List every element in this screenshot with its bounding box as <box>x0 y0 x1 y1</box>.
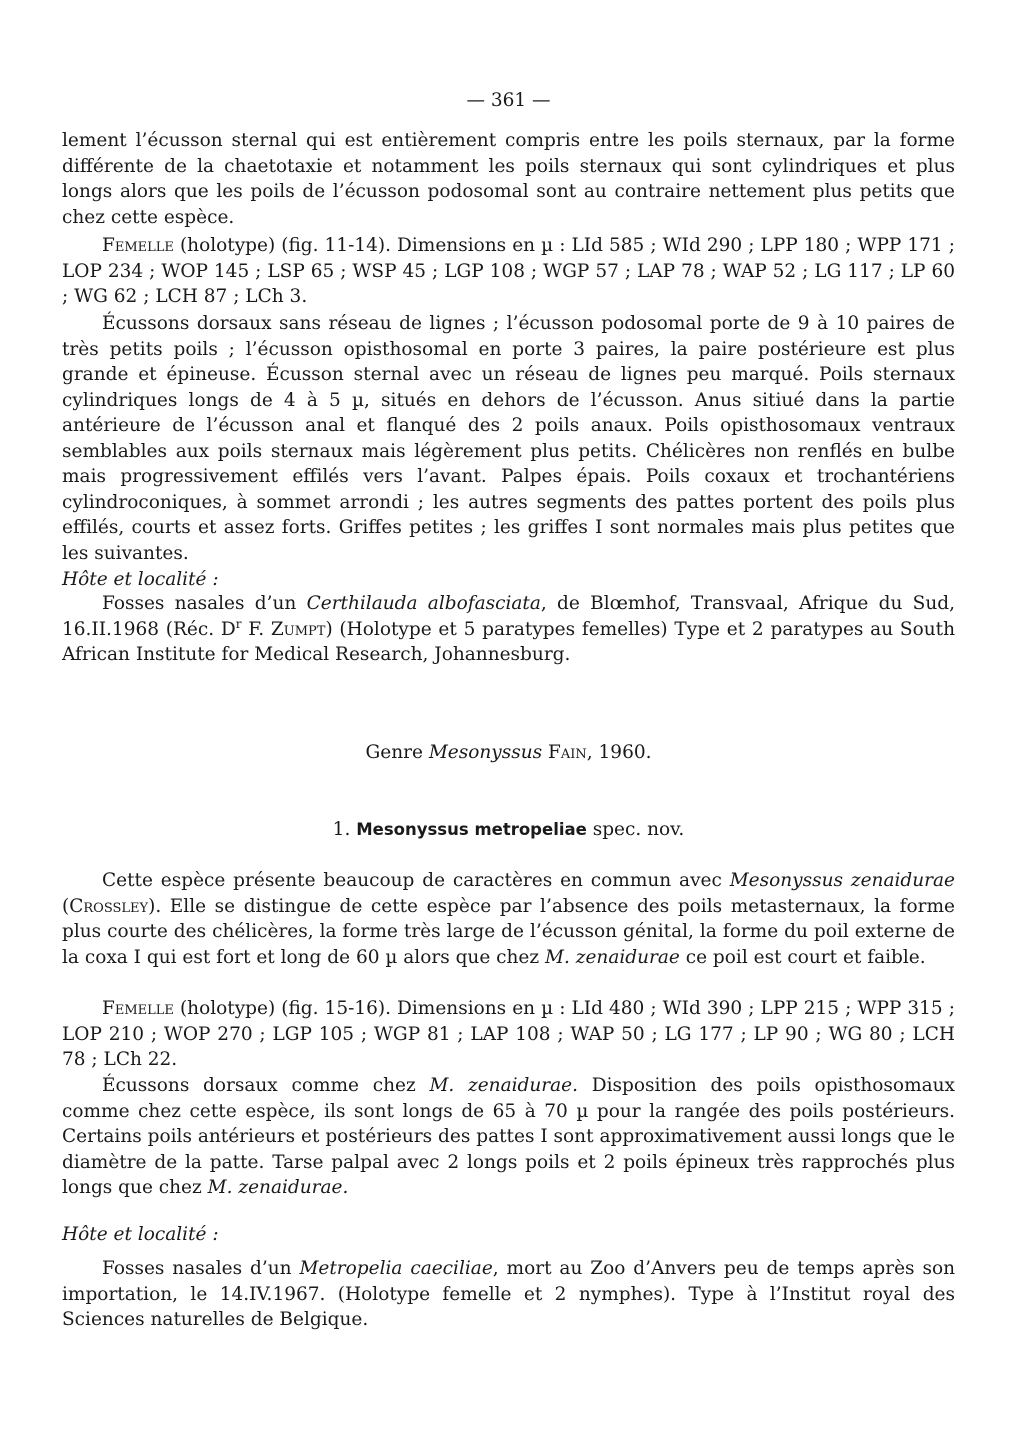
doctor-superscript: r <box>235 616 242 631</box>
host-species: Certhilauda albofasciata <box>306 593 541 614</box>
species-heading <box>62 817 955 843</box>
host-text: , mort au Zoo d’Anvers peu de temps après son importation, le 14.IV.1967. (Holotype femelle et 2 nymphes). Type à l’Institut royal des Sciences naturelles de Belgique. <box>62 1258 955 1330</box>
host-text: Fosses nasales d’un <box>102 593 307 614</box>
genus-heading <box>62 740 955 766</box>
description-species: M. zenaidurae. <box>429 1075 579 1096</box>
description-paragraph-1: Écussons dorsaux sans réseau de lignes ; l’écusson podosomal porte de 9 à 10 paires de très petits poils ; l’écusson opisthosomal en porte 3 paires, la paire postérieure est plus grande et épineuse. Écusson sternal avec un réseau de lignes peu marqué. Poils sternaux cylindriques longs de 4 à 5 µ, situés en dehors de l’écusson. Anus sitiué dans la partie antérieure de l’écusson anal et flanqué des 2 poils anaux. Poils opisthosomaux ventraux semblables aux poils sternaux mais légèrement plus petits. Chélicères non renflés en bulbe mais progressivement effilés vers l’avant. Palpes épais. Poils coxaux et trochantériens cylindroconiques, à sommet arrondi ; les autres segments des pattes portent des poils plus effilés, courts et assez forts. Griffes petites ; les griffes I sont normales mais plus petites que les suivantes. <box>62 313 955 564</box>
species-intro <box>62 868 955 970</box>
description-species-2: M. zenaidurae. <box>207 1177 349 1198</box>
intro-species: Mesonyssus zenaidurae <box>729 870 955 891</box>
species-name: Mesonyssus metropeliae <box>356 820 587 839</box>
dimensions-text: (holotype) (fig. 11-14). Dimensions en µ : LId 585 ; WId 290 ; LPP 180 ; WPP 171 ; LOP 234 ; WOP 145 ; LSP 65 ; WSP 45 ; LGP 108 ; WGP 57 ; LAP 78 ; WAP 52 ; LG 117 ; LP 60 ; WG 62 ; LCH 87 ; LCh 3. <box>62 235 955 307</box>
collector-name: Zumpt <box>270 618 326 640</box>
femelle-label: Femelle <box>102 235 174 256</box>
description-text: Écussons dorsaux comme chez <box>102 1075 430 1096</box>
genus-author: Fain <box>548 742 587 763</box>
intro-text: ( <box>62 895 70 917</box>
intro-text: ce poil est court et faible. <box>679 946 926 968</box>
host-text: , de Blœmhof, Transvaal, Afrique du Sud, 16.II.1968 (Réc. D <box>62 593 955 640</box>
intro-text: Cette espèce présente beaucoup de caractères en commun avec <box>102 870 730 891</box>
female-dimensions-2 <box>62 996 955 1073</box>
host-text: ) (Holotype et 5 paratypes femelles) Type et 2 paratypes au South African Institute for Medical Research, Johannesburg. <box>62 618 955 665</box>
page-number: — 361 — <box>466 90 551 111</box>
host-text: F. <box>241 618 271 640</box>
host-paragraph-2 <box>62 1256 955 1333</box>
paragraph-continuation: lement l’écusson sternal qui est entièrement compris entre les poils sternaux, par la forme différente de la chaetotaxie et notamment les poils sternaux qui sont cylindriques et plus longs alors que les poils de l’écusson podosomal sont au contraire nettement plus petits que chez cette espèce. <box>62 130 955 228</box>
description-paragraph-2 <box>62 1073 955 1201</box>
species-suffix: spec. nov. <box>586 819 685 840</box>
host-heading-2: Hôte et localité : <box>62 1224 219 1245</box>
dimensions-text: (holotype) (fig. 15-16). Dimensions en µ : LId 480 ; WId 390 ; LPP 215 ; WPP 315 ; LOP 210 ; WOP 270 ; LGP 105 ; WGP 81 ; LAP 108 ; WAP 50 ; LG 177 ; LP 90 ; WG 80 ; LCH 78 ; LCh 22. <box>62 998 955 1070</box>
genus-text: Genre <box>365 742 429 763</box>
host-species: Metropelia caeciliae <box>299 1258 493 1279</box>
host-heading-1: Hôte et localité : <box>62 569 219 590</box>
species-number: 1. <box>332 819 357 840</box>
host-text: Fosses nasales d’un <box>102 1258 300 1279</box>
host-paragraph-1 <box>62 591 955 668</box>
female-dimensions-1 <box>62 233 955 310</box>
intro-text: ). Elle se distingue de cette espèce par l’absence des poils metasternaux, la forme plus courte des chélicères, la forme très large de l’écusson génital, la forme du poil externe de la coxa I qui est fort et long de 60 µ alors que chez <box>62 895 955 968</box>
femelle-label: Femelle <box>102 998 174 1019</box>
genus-text: , 1960. <box>586 742 652 763</box>
intro-author: Crossley <box>69 895 149 917</box>
intro-species-2: M. zenaidurae <box>545 946 680 968</box>
genus-name: Mesonyssus <box>428 742 543 763</box>
description-text: Disposition des poils opisthosomaux comme chez cette espèce, ils sont longs de 65 à 70 µ pour la rangée des poils postérieurs. Certains poils antérieurs et postérieurs des pattes I sont approximativement aussi longs que le diamètre de la patte. Tarse palpal avec 2 longs poils et 2 poils épineux très rapprochés plus longs que chez <box>62 1075 955 1198</box>
